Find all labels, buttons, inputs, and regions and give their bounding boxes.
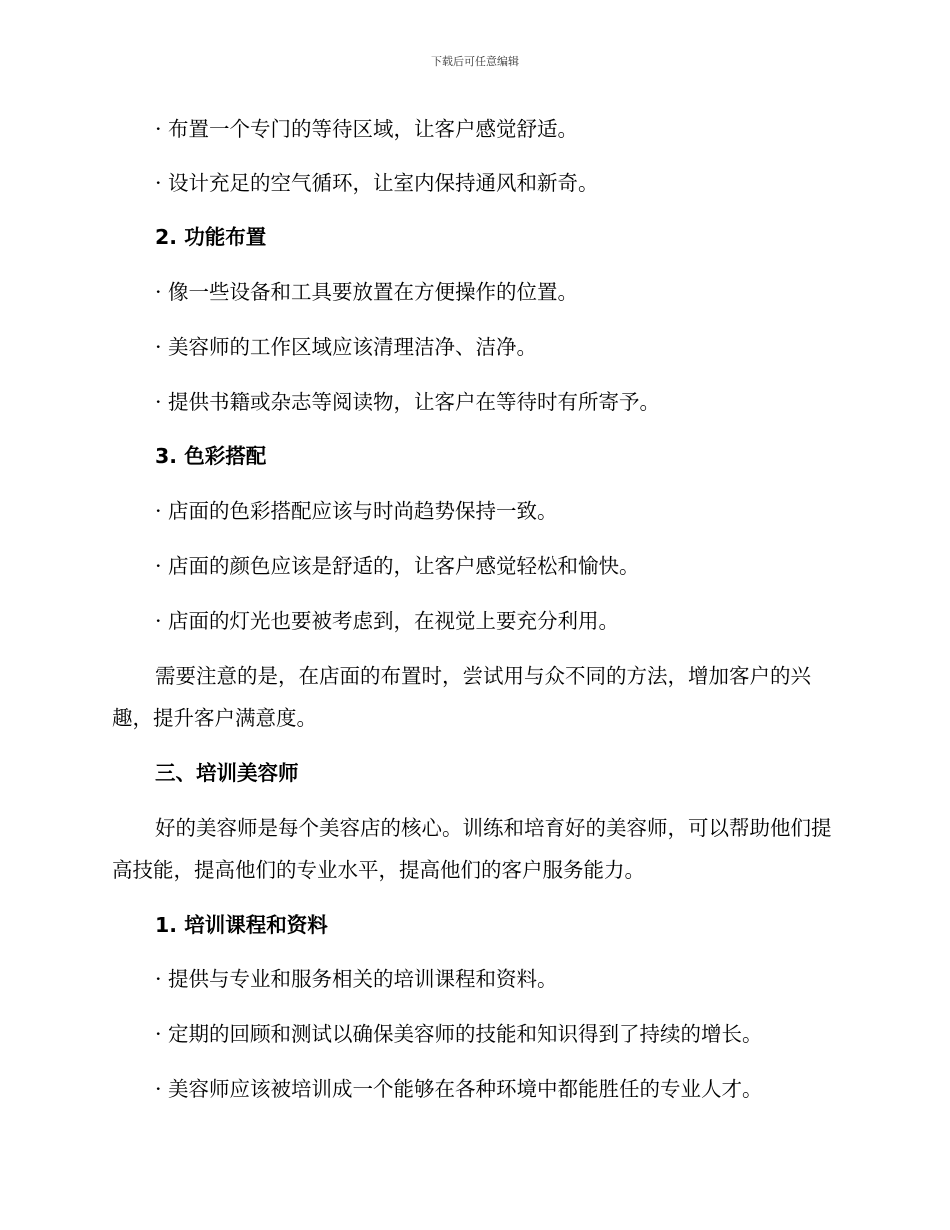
bullet-work-area-clean: · 美容师的工作区域应该清理洁净、洁净。 [155, 335, 538, 359]
paragraph-beautician-core: 好的美容师是每个美容店的核心。训练和培育好的美容师，可以帮助他们提高技能，提高他们的专业水平，提高他们的客户服务能力。 [112, 816, 832, 882]
bullet-lighting: · 店面的灯光也要被考虑到，在视觉上要充分利用。 [155, 609, 620, 633]
bullet-color-trend: · 店面的色彩搭配应该与时尚趋势保持一致。 [155, 499, 558, 523]
bullet-air-circulation: · 设计充足的空气循环，让室内保持通风和新奇。 [155, 171, 599, 195]
header-note: 下载后可任意编辑 [431, 55, 519, 68]
heading-train-beauticians: 三、培训美容师 [155, 761, 299, 785]
bullet-waiting-area: · 布置一个专门的等待区域，让客户感觉舒适。 [155, 117, 579, 141]
bullet-provide-courses: · 提供与专业和服务相关的培训课程和资料。 [155, 967, 558, 991]
bullet-reading-materials: · 提供书籍或杂志等阅读物，让客户在等待时有所寄予。 [155, 390, 661, 414]
heading-color-matching: 3. 色彩搭配 [155, 444, 267, 468]
bullet-equipment-placement: · 像一些设备和工具要放置在方便操作的位置。 [155, 280, 579, 304]
bullet-comfortable-color: · 店面的颜色应该是舒适的，让客户感觉轻松和愉快。 [155, 554, 640, 578]
bullet-versatile-talent: · 美容师应该被培训成一个能够在各种环境中都能胜任的专业人才。 [155, 1077, 763, 1101]
paragraph-layout-note: 需要注意的是，在店面的布置时，尝试用与众不同的方法，增加客户的兴趣，提升客户满意度。 [112, 664, 811, 730]
bullet-review-tests: · 定期的回顾和测试以确保美容师的技能和知识得到了持续的增长。 [155, 1022, 763, 1046]
heading-function-layout: 2. 功能布置 [155, 225, 267, 249]
heading-training-courses: 1. 培训课程和资料 [155, 913, 328, 937]
